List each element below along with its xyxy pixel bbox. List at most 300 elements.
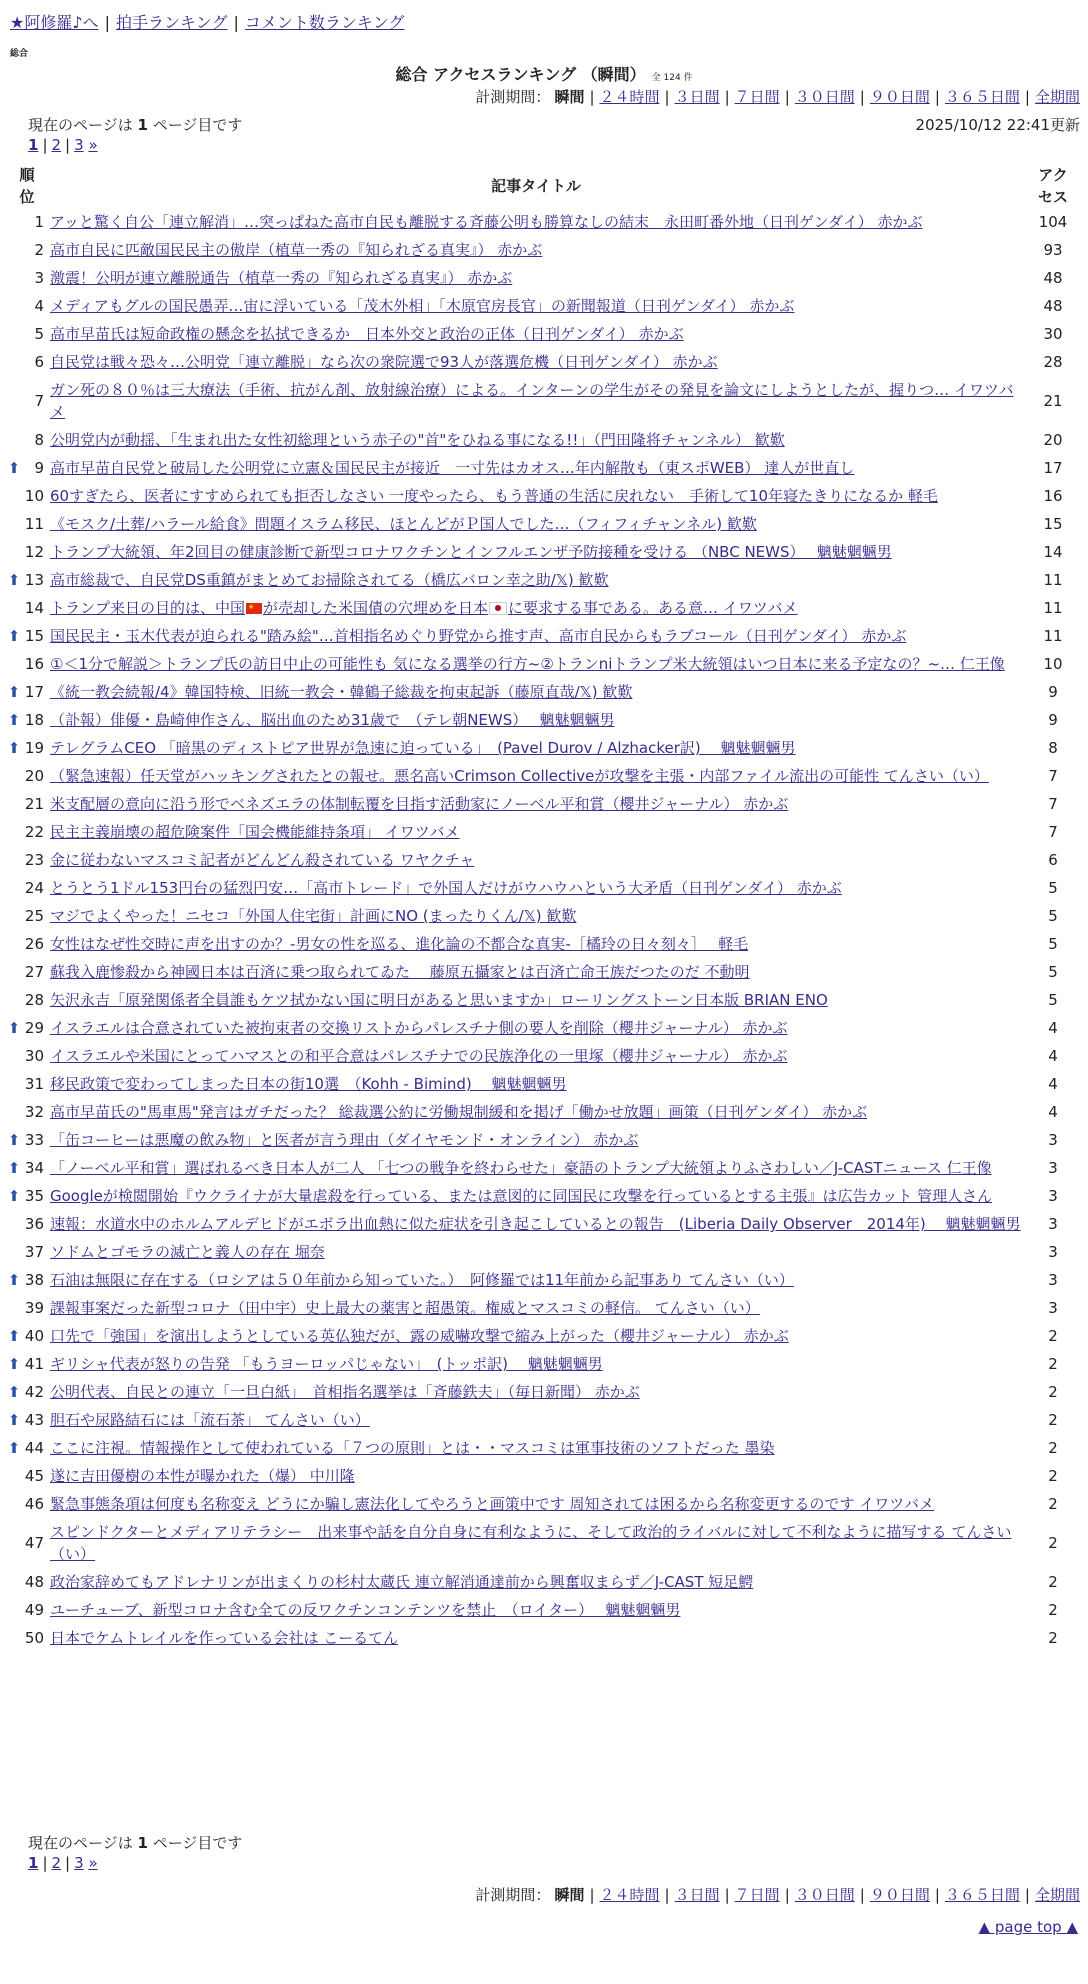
period-separator: |	[664, 1886, 670, 1904]
article-title-link[interactable]: 移民政策で変わってしまった日本の街10選 （Kohh - Bimind) 魑魅魍魎男	[50, 1075, 567, 1093]
table-row	[6, 1266, 1082, 1294]
rank-number: 48	[24, 1573, 44, 1591]
table-row	[6, 510, 1082, 538]
article-title-link[interactable]: トランプ大統領、年2回目の健康診断で新型コロナワクチンとインフルエンザ予防接種を受ける （NBC NEWS） 魑魅魍魎男	[50, 543, 892, 561]
table-row	[6, 986, 1082, 1014]
article-title-link[interactable]: メディアもグルの国民愚弄…宙に浮いている「茂木外相」「木原官房長官」の新聞報道（日刊ゲンダイ） 赤かぶ	[50, 297, 795, 315]
rank-change-cell	[6, 1624, 22, 1652]
rank-change-cell	[6, 1462, 22, 1490]
rank-number: 25	[24, 907, 44, 925]
table-row	[6, 236, 1082, 264]
article-title-link[interactable]: とうとう1ドル153円台の猛烈円安…「高市トレード」で外国人だけがウハウハという大矛盾（日刊ゲンダイ） 赤かぶ	[50, 879, 842, 897]
up-arrow-icon: ⬆	[7, 1355, 21, 1373]
up-arrow-icon: ⬆	[7, 459, 21, 477]
rank-number: 9	[34, 459, 44, 477]
article-title-cell	[48, 426, 1024, 454]
table-row	[6, 376, 1082, 426]
article-title-link[interactable]: 蘇我入鹿惨殺から神國日本は百済に乗つ取られてゐた 藤原五攝家とは百済亡命王族だつたのだ 不動明	[50, 963, 750, 981]
period-label: 計測期間：	[475, 1886, 551, 1904]
count-header-line: セス	[1037, 188, 1068, 206]
rank-number: 38	[24, 1271, 44, 1289]
article-title-link[interactable]: Googleが検閲開始『ウクライナが大量虐殺を行っている、または意図的に同国民に攻撃を行っているとする主張』は広告カット 管理人さん	[50, 1187, 993, 1205]
article-title-link[interactable]: アッと驚く自公「連立解消」…突っぱねた高市自民も離脱する斉藤公明も勝算なしの結末 永田町番外地（日刊ゲンダイ） 赤かぶ	[50, 213, 923, 231]
table-row	[6, 426, 1082, 454]
rank-change-cell	[6, 348, 22, 376]
pager-current-page[interactable]: 1	[28, 1854, 39, 1872]
article-title-link[interactable]: ここに注視。情報操作として使われている「７つの原則」とは・・マスコミは軍事技術のソフトだった 墨染	[50, 1439, 775, 1457]
rank-header	[6, 164, 48, 208]
table-row	[6, 622, 1082, 650]
access-count: 30	[1043, 325, 1063, 343]
rank-number: 11	[24, 515, 44, 533]
rank-change-cell	[6, 1154, 22, 1182]
article-title-link[interactable]: イスラエルは合意されていた被拘束者の交換リストからパレスチナ側の要人を削除（櫻井ジャーナル） 赤かぶ	[50, 1019, 788, 1037]
access-count: 16	[1043, 487, 1063, 505]
period-option-link[interactable]: ７日間	[734, 88, 780, 106]
up-arrow-icon: ⬆	[7, 1411, 21, 1429]
article-title-link[interactable]: 民主主義崩壊の超危険案件「国会機能維持条項」 イワツバメ	[50, 823, 460, 841]
article-title-link[interactable]: 「缶コーヒーは悪魔の飲み物」と医者が言う理由（ダイヤモンド・オンライン） 赤かぶ	[50, 1131, 639, 1149]
period-option-link[interactable]: ３６５日間	[944, 1886, 1020, 1904]
access-count: 2	[1048, 1534, 1058, 1552]
rank-number: 41	[24, 1355, 44, 1373]
article-title-link[interactable]: （訃報）俳優・島崎伸作さん、脳出血のため31歳で （テレ朝NEWS） 魑魅魍魎男	[50, 711, 615, 729]
rank-change-cell	[6, 874, 22, 902]
access-count: 5	[1048, 935, 1058, 953]
article-title-link[interactable]: 遂に吉田優樹の本性が曝かれた（爆） 中川隆	[50, 1467, 355, 1485]
article-title-link[interactable]: 高市自民に匹敵国民民主の傲岸（植草一秀の『知られざる真実』） 赤かぶ	[50, 241, 543, 259]
rank-change-cell	[6, 1294, 22, 1322]
access-count: 11	[1043, 627, 1063, 645]
access-count: 5	[1048, 907, 1058, 925]
access-count: 7	[1048, 823, 1058, 841]
rank-change-cell	[6, 1350, 22, 1378]
count-header-line: アク	[1038, 166, 1068, 184]
pager-separator: |	[65, 136, 71, 154]
article-title-cell	[48, 790, 1024, 818]
article-title-cell	[48, 376, 1024, 426]
rank-change-cell	[6, 678, 22, 706]
article-title-cell	[48, 650, 1024, 678]
article-title-link[interactable]: 矢沢永吉「原発関係者全員誰もケツ拭かない国に明日があると思いますか」ローリングストーン日本版 BRIAN ENO	[50, 991, 828, 1009]
japan-flag-icon	[489, 602, 507, 615]
article-title-link[interactable]: 石油は無限に存在する（ロシアは５０年前から知っていた。） 阿修羅では11年前から記事あり てんさい（い）	[50, 1271, 794, 1289]
period-separator: |	[724, 1886, 730, 1904]
access-count: 17	[1043, 459, 1063, 477]
period-option-link[interactable]: ３０日間	[794, 88, 855, 106]
access-count: 2	[1048, 1601, 1058, 1619]
rank-number: 32	[24, 1103, 44, 1121]
article-title-link[interactable]: 60すぎたら、医者にすすめられても拒否しなさい 一度やったら、もう普通の生活に戻れない 手術して10年寝たきりになるか 軽毛	[50, 487, 938, 505]
access-count: 4	[1048, 1075, 1058, 1093]
article-title-link[interactable]: 課報事案だった新型コロナ（田中宇）史上最大の薬害と超愚策。権威とマスコミの軽信。 てんさい（い）	[50, 1299, 760, 1317]
access-count: 3	[1048, 1243, 1058, 1261]
pager-top	[28, 136, 98, 154]
rank-change-cell	[6, 292, 22, 320]
access-count: 93	[1043, 241, 1063, 259]
period-option-link[interactable]: ９０日間	[869, 1886, 930, 1904]
pager-current-page[interactable]: 1	[28, 136, 39, 154]
count-header	[1024, 164, 1082, 208]
table-row	[6, 1406, 1082, 1434]
rank-change-cell	[6, 1490, 22, 1518]
table-row	[6, 1098, 1082, 1126]
article-title-link[interactable]: 金に従わないマスコミ記者がどんどん殺されている ワヤクチャ	[50, 851, 475, 869]
article-title-cell	[48, 454, 1024, 482]
article-title-cell	[48, 930, 1024, 958]
table-row	[6, 1350, 1082, 1378]
rank-change-cell	[6, 454, 22, 482]
rank-number: 39	[24, 1299, 44, 1317]
updated-timestamp: 2025/10/12 22:41更新	[915, 116, 1080, 134]
rank-number: 33	[24, 1131, 44, 1149]
rank-number: 49	[24, 1601, 44, 1619]
rank-change-cell	[6, 650, 22, 678]
access-count: 3	[1048, 1131, 1058, 1149]
rank-number: 19	[24, 739, 44, 757]
article-title-cell	[48, 1378, 1024, 1406]
rank-number: 35	[24, 1187, 44, 1205]
pager-separator: |	[42, 136, 48, 154]
article-title-cell	[48, 622, 1024, 650]
table-row	[6, 320, 1082, 348]
article-title-link[interactable]: 米支配層の意向に沿う形でベネズエラの体制転覆を目指す活動家にノーベル平和賞（櫻井ジャーナル） 赤かぶ	[50, 795, 789, 813]
rank-number: 18	[24, 711, 44, 729]
article-title-link[interactable]: 緊急事態条項は何度も名称変え どうにか騙し憲法化してやろうと画策中です 周知されては困るから名称変更するのです イワツバメ	[50, 1495, 935, 1513]
up-arrow-icon: ⬆	[7, 1327, 21, 1345]
pager-next-link[interactable]: »	[88, 136, 98, 154]
article-title-cell	[48, 874, 1024, 902]
period-option-link[interactable]: ９０日間	[869, 88, 930, 106]
article-title-cell	[48, 1568, 1024, 1596]
table-row	[6, 1042, 1082, 1070]
access-count: 2	[1048, 1383, 1058, 1401]
article-title-cell	[48, 1070, 1024, 1098]
rank-number: 3	[34, 269, 44, 287]
access-count: 5	[1048, 879, 1058, 897]
article-title-cell	[48, 1350, 1024, 1378]
article-title-link[interactable]: スピンドクターとメディアリテラシー 出来事や話を自分自身に有利なように、そして政治的ライバルに対して不利なように描写する てんさい（い）	[50, 1523, 1012, 1563]
rank-number: 5	[34, 325, 44, 343]
rank-change-cell	[6, 426, 22, 454]
rank-number: 23	[24, 851, 44, 869]
pager-page-link[interactable]: 3	[74, 136, 84, 154]
article-title-cell	[48, 320, 1024, 348]
article-title-cell	[48, 1014, 1024, 1042]
rank-number: 1	[34, 213, 44, 231]
page-title	[0, 62, 1088, 85]
rank-number: 16	[24, 655, 44, 673]
table-row	[6, 1070, 1082, 1098]
article-title-cell	[48, 348, 1024, 376]
rank-change-cell	[6, 320, 22, 348]
article-title-link[interactable]: テレグラムCEO 「暗黒のディストピア世界が急速に迫っている」 (Pavel Durov / Alzhacker訳) 魑魅魍魎男	[50, 739, 796, 757]
rank-change-cell	[6, 1182, 22, 1210]
rank-number: 10	[24, 487, 44, 505]
period-option-link[interactable]: 全期間	[1034, 88, 1080, 106]
period-label: 計測期間：	[475, 88, 551, 106]
comments-ranking-link[interactable]: コメント数ランキング	[244, 13, 405, 32]
article-title-cell	[48, 1406, 1024, 1434]
article-title-link[interactable]: 《統一教会続報/4》韓国特検、旧統一教会・韓鶴子総裁を拘束起訴（藤原直哉/𝕏) 歓歎	[50, 683, 633, 701]
article-title-cell	[48, 1624, 1024, 1652]
pager-next-link[interactable]: »	[88, 1854, 98, 1872]
table-row	[6, 264, 1082, 292]
rank-number: 29	[24, 1019, 44, 1037]
top-nav	[10, 10, 404, 33]
article-title-link[interactable]: ユーチューブ、新型コロナ含む全ての反ワクチンコンテンツを禁止 （ロイター） 魑魅魍魎男	[50, 1601, 681, 1619]
up-arrow-icon: ⬆	[7, 683, 21, 701]
article-title-cell	[48, 1462, 1024, 1490]
article-title-cell	[48, 1490, 1024, 1518]
table-row	[6, 292, 1082, 320]
rank-number: 42	[24, 1383, 44, 1401]
article-title-link[interactable]: 女性はなぜ性交時に声を出すのか？-男女の性を巡る、進化論の不都合な真実-［橘玲の日々刻々］ 軽毛	[50, 935, 749, 953]
article-title-link[interactable]: 高市早苗氏は短命政権の懸念を払拭できるか 日本外交と政治の正体（日刊ゲンダイ） 赤かぶ	[50, 325, 684, 343]
table-row	[6, 930, 1082, 958]
article-title-cell	[48, 1126, 1024, 1154]
access-count: 48	[1043, 297, 1063, 315]
period-option-link[interactable]: ３０日間	[794, 1886, 855, 1904]
rank-number: 17	[24, 683, 44, 701]
page-info-number: 1	[137, 116, 148, 134]
rank-change-cell	[6, 510, 22, 538]
rank-change-cell	[6, 902, 22, 930]
article-title-link[interactable]: 口先で「強国」を演出しようとしている英仏独だが、露の威嚇攻撃で縮み上がった（櫻井ジャーナル） 赤かぶ	[50, 1327, 789, 1345]
access-count: 3	[1048, 1187, 1058, 1205]
rank-change-cell	[6, 1322, 22, 1350]
period-option-link[interactable]: 全期間	[1034, 1886, 1080, 1904]
rank-number: 24	[24, 879, 44, 897]
article-title-link[interactable]: 高市総裁で、自民党DS重鎮がまとめてお掃除されてる（橋広バロン幸之助/𝕏) 歓歎	[50, 571, 609, 589]
access-count: 104	[1038, 213, 1068, 231]
article-title-link[interactable]: 公明代表、自民との連立「一旦白紙」 首相指名選挙は「斉藤鉄夫」（毎日新聞） 赤かぶ	[50, 1383, 640, 1401]
page-info-top	[28, 114, 242, 135]
period-separator: |	[589, 1886, 595, 1904]
access-count: 2	[1048, 1629, 1058, 1647]
period-option-link[interactable]: ３６５日間	[944, 88, 1020, 106]
period-option-link[interactable]: ２４時間	[599, 1886, 660, 1904]
article-title-link[interactable]: 自民党は戦々恐々…公明党「連立離脱」なら次の衆院選で93人が落選危機（日刊ゲンダイ） 赤かぶ	[50, 353, 718, 371]
period-separator: |	[934, 88, 940, 106]
article-title-cell	[48, 292, 1024, 320]
article-title-cell	[48, 1266, 1024, 1294]
table-row	[6, 454, 1082, 482]
period-separator: |	[664, 88, 670, 106]
article-title-link[interactable]: 公明党内が動揺、「生まれ出た女性初総理という赤子の"首"をひねる事になる!!」（門田隆将チャンネル） 歓歎	[50, 431, 785, 449]
table-row	[6, 790, 1082, 818]
title-header: 記事タイトル	[491, 177, 581, 195]
access-count: 9	[1048, 683, 1058, 701]
article-title-cell	[48, 1518, 1024, 1568]
article-title-cell	[48, 846, 1024, 874]
access-count: 6	[1048, 851, 1058, 869]
rank-number: 12	[24, 543, 44, 561]
table-row	[6, 958, 1082, 986]
access-count: 3	[1048, 1299, 1058, 1317]
rank-number: 22	[24, 823, 44, 841]
article-title-link[interactable]: 政治家辞めてもアドレナリンが出まくりの杉村太蔵氏 連立解消通達前から興奮収まらず／J-CAST 短足鰐	[50, 1573, 754, 1591]
period-selector-top	[475, 86, 1080, 107]
rank-change-cell	[6, 622, 22, 650]
article-title-link[interactable]: 胆石や尿路結石には「流石茶」 てんさい（い）	[50, 1411, 370, 1429]
period-separator: |	[934, 1886, 940, 1904]
nav-separator: |	[233, 13, 239, 32]
article-title-link[interactable]: マジでよくやった！ニセコ「外国人住宅街」計画にNO (まったりくん/𝕏) 歓歎	[50, 907, 577, 925]
article-title-cell	[48, 818, 1024, 846]
rank-change-cell	[6, 236, 22, 264]
rank-change-cell	[6, 958, 22, 986]
period-option-link[interactable]: ３日間	[674, 88, 720, 106]
rank-number: 21	[24, 795, 44, 813]
article-title-link[interactable]: 「ノーベル平和賞」選ばれるべき日本人が二人 「七つの戦争を終わらせた」豪語のトランプ大統領よりふさわしい／J-CASTニュース 仁王像	[50, 1159, 992, 1177]
article-title-link[interactable]: 日本でケムトレイルを作っている会社は こーるてん	[50, 1629, 399, 1647]
access-count: 11	[1043, 599, 1063, 617]
pager-page-link[interactable]: 3	[74, 1854, 84, 1872]
up-arrow-icon: ⬆	[7, 1131, 21, 1149]
claps-ranking-link[interactable]: 拍手ランキング	[115, 13, 228, 32]
article-title-link[interactable]: 速報：水道水中のホルムアルデヒドがエボラ出血熱に似た症状を引き起こしているとの報告 (Liberia Daily Observer 2014年) 魑魅魍魎男	[50, 1215, 1021, 1233]
access-count: 4	[1048, 1047, 1058, 1065]
table-row	[6, 566, 1082, 594]
period-option-link[interactable]: ３日間	[674, 1886, 720, 1904]
rank-change-cell	[6, 706, 22, 734]
period-option-link[interactable]: ７日間	[734, 1886, 780, 1904]
rank-number: 31	[24, 1075, 44, 1093]
access-count: 7	[1048, 767, 1058, 785]
table-row	[6, 678, 1082, 706]
page-top-link[interactable]: ▲ page top ▲	[978, 1918, 1078, 1936]
rank-change-cell	[6, 986, 22, 1014]
period-separator: |	[724, 88, 730, 106]
article-title-cell	[48, 482, 1024, 510]
rank-number: 37	[24, 1243, 44, 1261]
rank-change-cell	[6, 1098, 22, 1126]
article-title-link[interactable]: 高市早苗氏の"馬車馬"発言はガチだった？ 総裁選公約に労働規制緩和を掲げ「働かせ放題」画策（日刊ゲンダイ） 赤かぶ	[50, 1103, 868, 1121]
article-title-cell	[48, 986, 1024, 1014]
up-arrow-icon: ⬆	[7, 1019, 21, 1037]
period-selector-bottom	[475, 1884, 1080, 1905]
pager-separator: |	[65, 1854, 71, 1872]
rank-header-line: 順	[19, 166, 35, 184]
article-title-cell	[48, 1322, 1024, 1350]
table-row	[6, 538, 1082, 566]
article-title-cell	[48, 264, 1024, 292]
article-title-link[interactable]: 高市早苗自民党と破局した公明党に立憲＆国民民主が接近 一寸先はカオス…年内解散も（東スポWEB） 達人が世直し	[50, 459, 855, 477]
article-title-link[interactable]: トランプ来日の目的は、中国★ が売却した米国債の穴埋めを日本 に要求する事である。ある意… イワツバメ	[50, 599, 798, 617]
rank-number: 15	[24, 627, 44, 645]
rank-change-cell	[6, 1568, 22, 1596]
access-count: 48	[1043, 269, 1063, 287]
rank-number: 13	[24, 571, 44, 589]
total-count: 全 124 件	[651, 73, 693, 83]
table-row	[6, 1126, 1082, 1154]
table-row	[6, 1154, 1082, 1182]
access-count: 10	[1043, 655, 1063, 673]
article-title-link[interactable]: 激震！公明が連立離脱通告（植草一秀の『知られざる真実』） 赤かぶ	[50, 269, 513, 287]
page-info-prefix: 現在のページは	[28, 116, 133, 134]
up-arrow-icon: ⬆	[7, 571, 21, 589]
rank-change-cell	[6, 846, 22, 874]
article-title-link[interactable]: 《モスク/土葬/ハラール給食》問題イスラム移民、ほとんどがＰ国人でした…（フィフィチャンネル) 歓歎	[50, 515, 757, 533]
period-option-link[interactable]: ２４時間	[599, 88, 660, 106]
article-title-link[interactable]: ソドムとゴモラの滅亡と義人の存在 堀奈	[50, 1243, 325, 1261]
table-row	[6, 1596, 1082, 1624]
article-title-cell	[48, 208, 1024, 236]
table-row	[6, 348, 1082, 376]
period-separator: |	[1024, 1886, 1030, 1904]
article-title-cell	[48, 1210, 1024, 1238]
rank-number: 6	[34, 353, 44, 371]
access-count: 2	[1048, 1573, 1058, 1591]
table-header-row	[6, 164, 1082, 208]
rank-number: 7	[34, 392, 44, 410]
pager-page-link[interactable]: 2	[51, 1854, 62, 1872]
article-title-link[interactable]: ①＜1分で解説＞トランプ氏の訪日中止の可能性も 気になる選挙の行方~②トランniトランプ米大統領はいつ日本に来る予定なの？~… 仁王像	[50, 655, 1005, 673]
rank-number: 47	[24, 1534, 44, 1552]
pager-page-link[interactable]: 2	[51, 136, 62, 154]
rank-change-cell	[6, 1518, 22, 1568]
article-title-cell	[48, 1182, 1024, 1210]
rank-change-cell	[6, 818, 22, 846]
rank-number: 20	[24, 767, 44, 785]
article-title-link[interactable]: ギリシャ代表が怒りの告発 「もうヨーロッパじゃない」 (トッポ訳) 魑魅魍魎男	[50, 1355, 603, 1373]
article-title-link[interactable]: イスラエルや米国にとってハマスとの和平合意はパレスチナでの民族浄化の一里塚（櫻井ジャーナル） 赤かぶ	[50, 1047, 788, 1065]
article-title-link[interactable]: 国民民主・玉木代表が迫られる"踏み絵"…首相指名めぐり野党から推す声、高市自民からもラブコール（日刊ゲンダイ） 赤かぶ	[50, 627, 907, 645]
rank-number: 50	[24, 1629, 44, 1647]
access-count: 28	[1043, 353, 1063, 371]
table-row	[6, 1518, 1082, 1568]
period-separator: |	[1024, 88, 1030, 106]
table-row	[6, 1378, 1082, 1406]
access-count: 2	[1048, 1355, 1058, 1373]
access-count: 2	[1048, 1495, 1058, 1513]
access-count: 20	[1043, 431, 1063, 449]
article-title-cell	[48, 1434, 1024, 1462]
rank-number: 46	[24, 1495, 44, 1513]
article-title-cell	[48, 510, 1024, 538]
access-count: 7	[1048, 795, 1058, 813]
page-info-suffix: ページ目です	[152, 1834, 243, 1852]
table-row	[6, 1462, 1082, 1490]
rank-change-cell	[6, 566, 22, 594]
rank-number: 14	[24, 599, 44, 617]
pager-bottom	[28, 1854, 98, 1872]
rank-number: 44	[24, 1439, 44, 1457]
access-count: 5	[1048, 963, 1058, 981]
access-count: 9	[1048, 711, 1058, 729]
article-title-cell	[48, 1042, 1024, 1070]
access-count: 2	[1048, 1467, 1058, 1485]
period-separator: |	[784, 1886, 790, 1904]
table-row	[6, 208, 1082, 236]
up-arrow-icon: ⬆	[7, 1271, 21, 1289]
rank-change-cell	[6, 1042, 22, 1070]
home-link[interactable]: ★阿修羅♪へ	[10, 13, 99, 32]
article-title-cell	[48, 566, 1024, 594]
rank-change-cell	[6, 1266, 22, 1294]
table-row	[6, 902, 1082, 930]
table-row	[6, 1182, 1082, 1210]
article-title-link[interactable]: （緊急速報）任天堂がハッキングされたとの報せ。悪名高いCrimson Collectiveが攻撃を主張・内部ファイル流出の可能性 てんさい（い）	[50, 767, 989, 785]
rank-number: 43	[24, 1411, 44, 1429]
rank-change-cell	[6, 1210, 22, 1238]
up-arrow-icon: ⬆	[7, 1383, 21, 1401]
up-arrow-icon: ⬆	[7, 1439, 21, 1457]
rank-change-cell	[6, 762, 22, 790]
article-title-cell	[48, 678, 1024, 706]
article-title-link[interactable]: ガン死の８０％は三大療法（手術、抗がん剤、放射線治療）による。インターンの学生がその発見を論文にしようとしたが、握りつ… イワツバメ	[50, 381, 1014, 421]
